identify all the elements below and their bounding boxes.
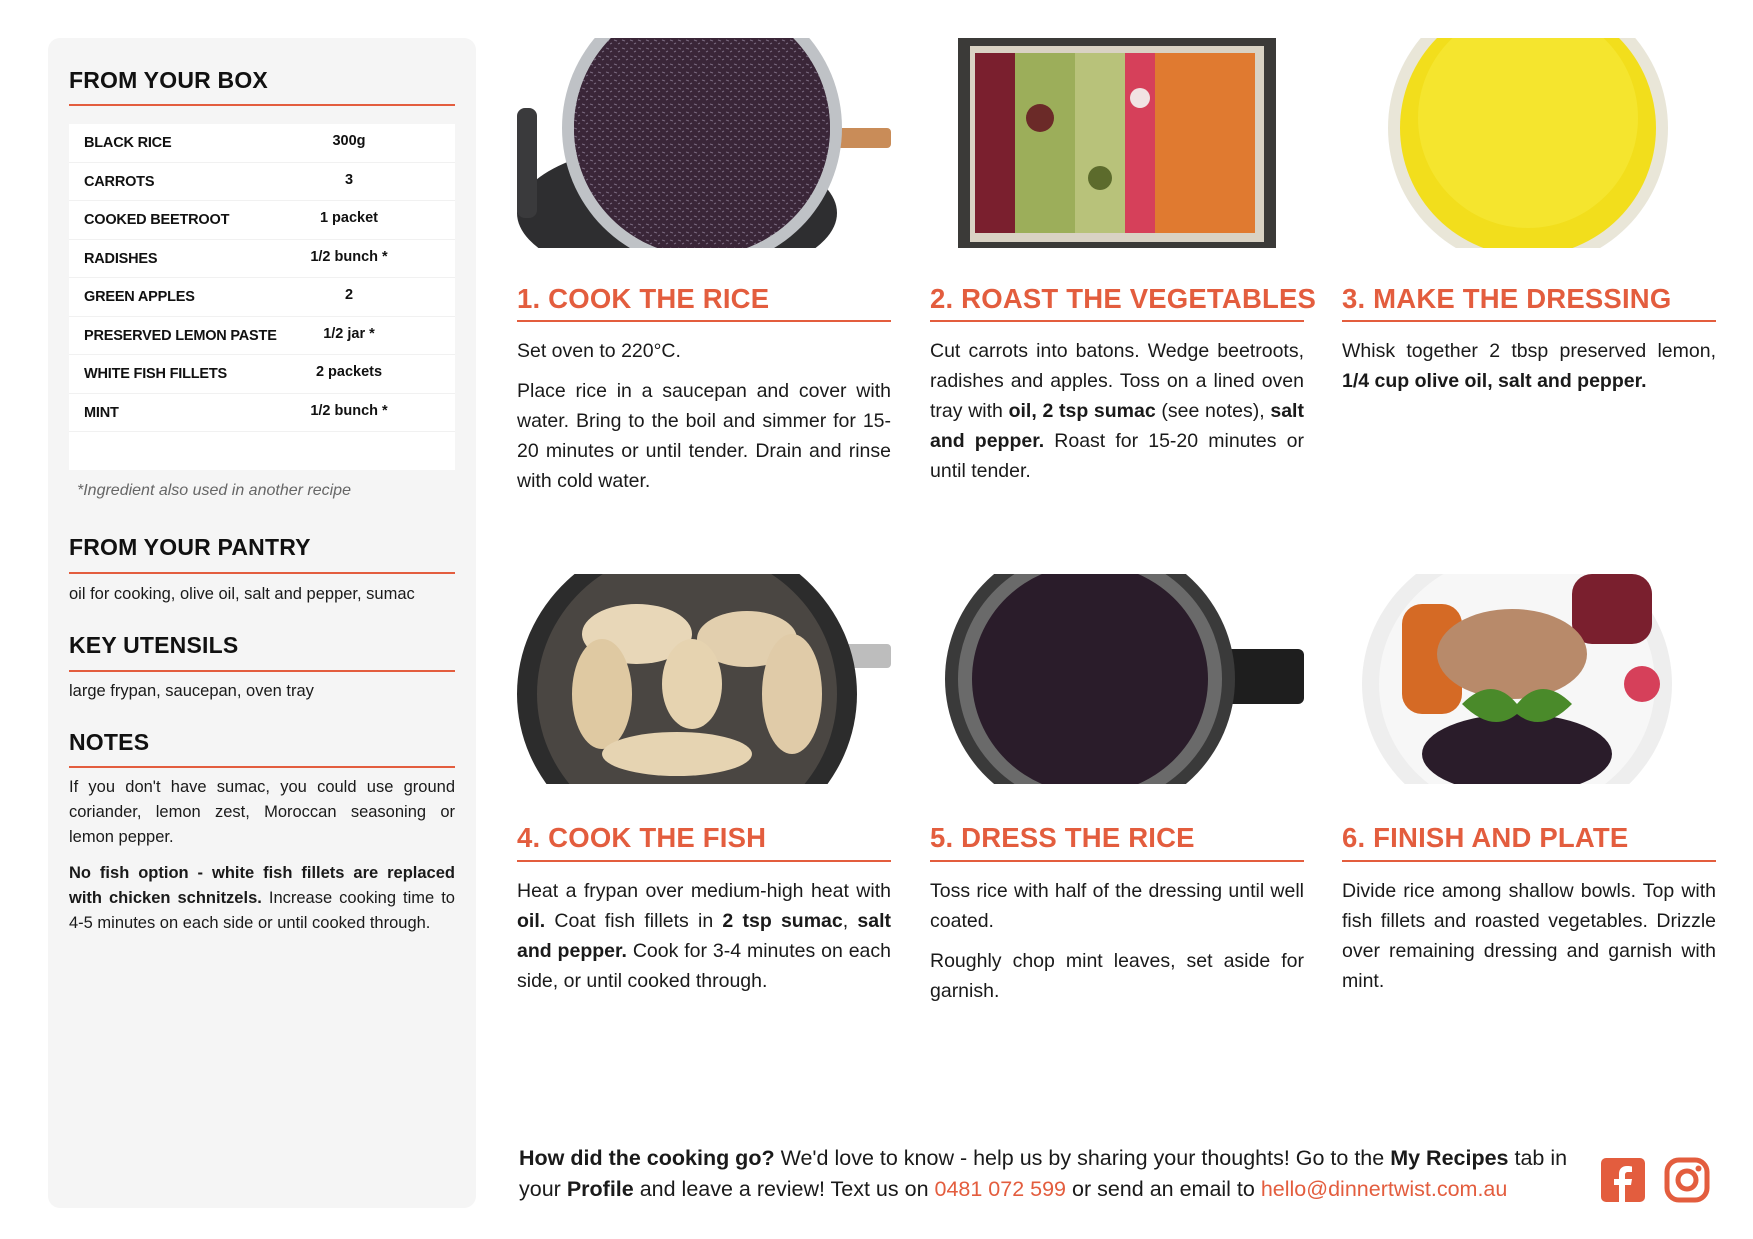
ingredient-row — [69, 317, 455, 356]
step-paragraph — [1342, 336, 1716, 396]
step-2-title: 2. ROAST THE VEGETABLES — [930, 283, 1317, 314]
step-3-text — [1342, 336, 1716, 406]
step-text-run: Whisk together 2 tbsp preserved lemon, — [1342, 340, 1716, 362]
key-utensils-heading: KEY UTENSILS — [69, 632, 239, 658]
ingredient-row — [69, 355, 455, 394]
ingredients-table — [69, 124, 455, 470]
notes-bold: No fish option - white fish fillets are replaced with chicken schnitzels. — [69, 864, 455, 907]
step-text-run: Roughly chop mint leaves, set aside for garnish. — [930, 950, 1304, 1002]
ingredient-row — [69, 394, 455, 433]
step-1-text — [517, 336, 891, 506]
ingredient-quantity: 3 — [344, 171, 354, 188]
step-paragraph — [1342, 876, 1716, 996]
step-paragraph — [517, 336, 891, 366]
footer-text: tab in your — [519, 1146, 1568, 1201]
step-6-title: 6. FINISH AND PLATE — [1342, 822, 1629, 853]
step-text-run: , — [842, 910, 858, 932]
step-divider — [517, 860, 891, 862]
instagram-icon[interactable] — [1664, 1157, 1710, 1203]
ingredient-quantity: 2 — [344, 287, 354, 303]
step-divider — [1342, 320, 1716, 322]
step-text-bold: salt and pepper. — [517, 910, 891, 962]
step-text-run: Coat fish fillets in — [545, 910, 723, 932]
footer-text: and leave a review! Text us on — [633, 1177, 935, 1201]
ingredient-quantity: 300g — [332, 133, 366, 149]
step-3-photo — [1342, 38, 1716, 248]
step-text-bold: oil, 2 tsp sumac — [1008, 400, 1156, 422]
step-5-text — [930, 876, 1304, 1016]
step-4-text — [517, 876, 891, 1006]
ingredient-quantity: 1/2 bunch * — [310, 402, 388, 419]
ingredient-name: BLACK RICE — [84, 135, 172, 151]
step-2-text — [930, 336, 1304, 496]
step-3-title: 3. MAKE THE DRESSING — [1342, 283, 1672, 314]
notes-paragraph: If you don't have sumac, you could use ground coriander, lemon zest, Moroccan seasoning or lemon pepper. — [69, 778, 455, 846]
step-paragraph — [517, 876, 891, 996]
step-divider — [517, 320, 891, 322]
footer-text: or send an email to — [1066, 1177, 1261, 1201]
ingredient-name: COOKED BEETROOT — [84, 212, 230, 228]
step-paragraph — [517, 376, 891, 496]
heading-divider — [69, 670, 455, 672]
step-text-run: Cook for 3-4 minutes on each side, or until cooked through. — [517, 940, 891, 992]
step-divider — [930, 320, 1304, 322]
ingredient-footnote: *Ingredient also used in another recipe — [77, 482, 351, 499]
facebook-icon[interactable] — [1600, 1157, 1646, 1203]
step-text-run: Place rice in a saucepan and cover with water. Bring to the boil and simmer for 15-20 minutes or until tender. Drain and rinse with cold water. — [517, 380, 891, 492]
step-text-run: Divide rice among shallow bowls. Top with fish fillets and roasted vegetables. Drizzle over remaining dressing and garnish with mint. — [1342, 880, 1716, 992]
step-6-text — [1342, 876, 1716, 1006]
step-text-bold: 1/4 cup olive oil, salt and pepper. — [1342, 370, 1647, 392]
ingredient-row — [69, 278, 455, 317]
ingredient-row — [69, 201, 455, 240]
ingredient-name: GREEN APPLES — [84, 289, 195, 305]
heading-divider — [69, 104, 455, 106]
heading-divider — [69, 572, 455, 574]
ingredient-name: PRESERVED LEMON PASTE — [84, 327, 277, 344]
step-text-run: Roast for 15-20 minutes or until tender. — [930, 430, 1304, 482]
ingredient-quantity: 1/2 jar * — [323, 325, 375, 342]
from-your-pantry-heading: FROM YOUR PANTRY — [69, 534, 311, 560]
step-text-bold: oil. — [517, 910, 546, 932]
footer-profile: Profile — [566, 1177, 634, 1201]
step-divider — [930, 860, 1304, 862]
notes-paragraph-fish — [69, 861, 455, 936]
step-1-photo — [517, 38, 891, 248]
ingredient-row — [69, 163, 455, 202]
notes-rest: Increase cooking time to 4-5 minutes on each side or until cooked through. — [69, 889, 455, 932]
ingredients-sidebar — [48, 38, 476, 1208]
step-5-title: 5. DRESS THE RICE — [930, 822, 1195, 853]
step-text-run: Toss rice with half of the dressing until well coated. — [930, 880, 1304, 932]
ingredient-quantity: 2 packets — [315, 364, 383, 380]
pantry-text: oil for cooking, olive oil, salt and pepper, sumac — [69, 585, 415, 603]
ingredient-quantity: 1 packet — [319, 210, 379, 226]
notes-heading: NOTES — [69, 729, 150, 755]
ingredient-quantity: 1/2 bunch * — [310, 248, 388, 265]
heading-divider — [69, 766, 455, 768]
ingredient-name: WHITE FISH FILLETS — [84, 366, 228, 382]
footer-my-recipes: My Recipes — [1390, 1146, 1509, 1170]
step-paragraph — [930, 336, 1304, 486]
step-4-title: 4. COOK THE FISH — [517, 822, 767, 853]
footer-question: How did the cooking go? — [519, 1146, 775, 1170]
ingredient-row — [69, 124, 455, 163]
step-text-bold: 2 tsp sumac — [722, 910, 843, 932]
ingredient-name: RADISHES — [84, 250, 158, 267]
step-text-run: Set oven to 220°C. — [517, 340, 681, 362]
step-text-run: Heat a frypan over medium-high heat with — [517, 880, 891, 902]
email-link[interactable]: hello@dinnertwist.com.au — [1260, 1177, 1508, 1201]
step-2-photo — [930, 38, 1304, 248]
step-paragraph — [930, 876, 1304, 936]
from-your-box-heading: FROM YOUR BOX — [69, 67, 268, 93]
step-paragraph — [930, 946, 1304, 1006]
ingredient-row — [69, 240, 455, 279]
step-6-photo — [1342, 574, 1716, 784]
footer-text: We'd love to know - help us by sharing your thoughts! Go to the — [774, 1146, 1391, 1170]
step-text-run: (see notes), — [1155, 400, 1271, 422]
step-divider — [1342, 860, 1716, 862]
step-5-photo — [930, 574, 1304, 784]
step-4-photo — [517, 574, 891, 784]
utensils-text: large frypan, saucepan, oven tray — [69, 682, 314, 700]
ingredient-name: MINT — [84, 404, 119, 421]
step-1-title: 1. COOK THE RICE — [517, 283, 770, 314]
phone-link[interactable]: 0481 072 599 — [934, 1177, 1067, 1201]
step-text-bold: salt and pepper. — [930, 400, 1304, 452]
ingredient-name: CARROTS — [84, 173, 155, 190]
step-text-run: Cut carrots into batons. Wedge beetroots, radishes and apples. Toss on a lined oven tray with — [930, 340, 1304, 422]
review-footer — [519, 1143, 1579, 1205]
